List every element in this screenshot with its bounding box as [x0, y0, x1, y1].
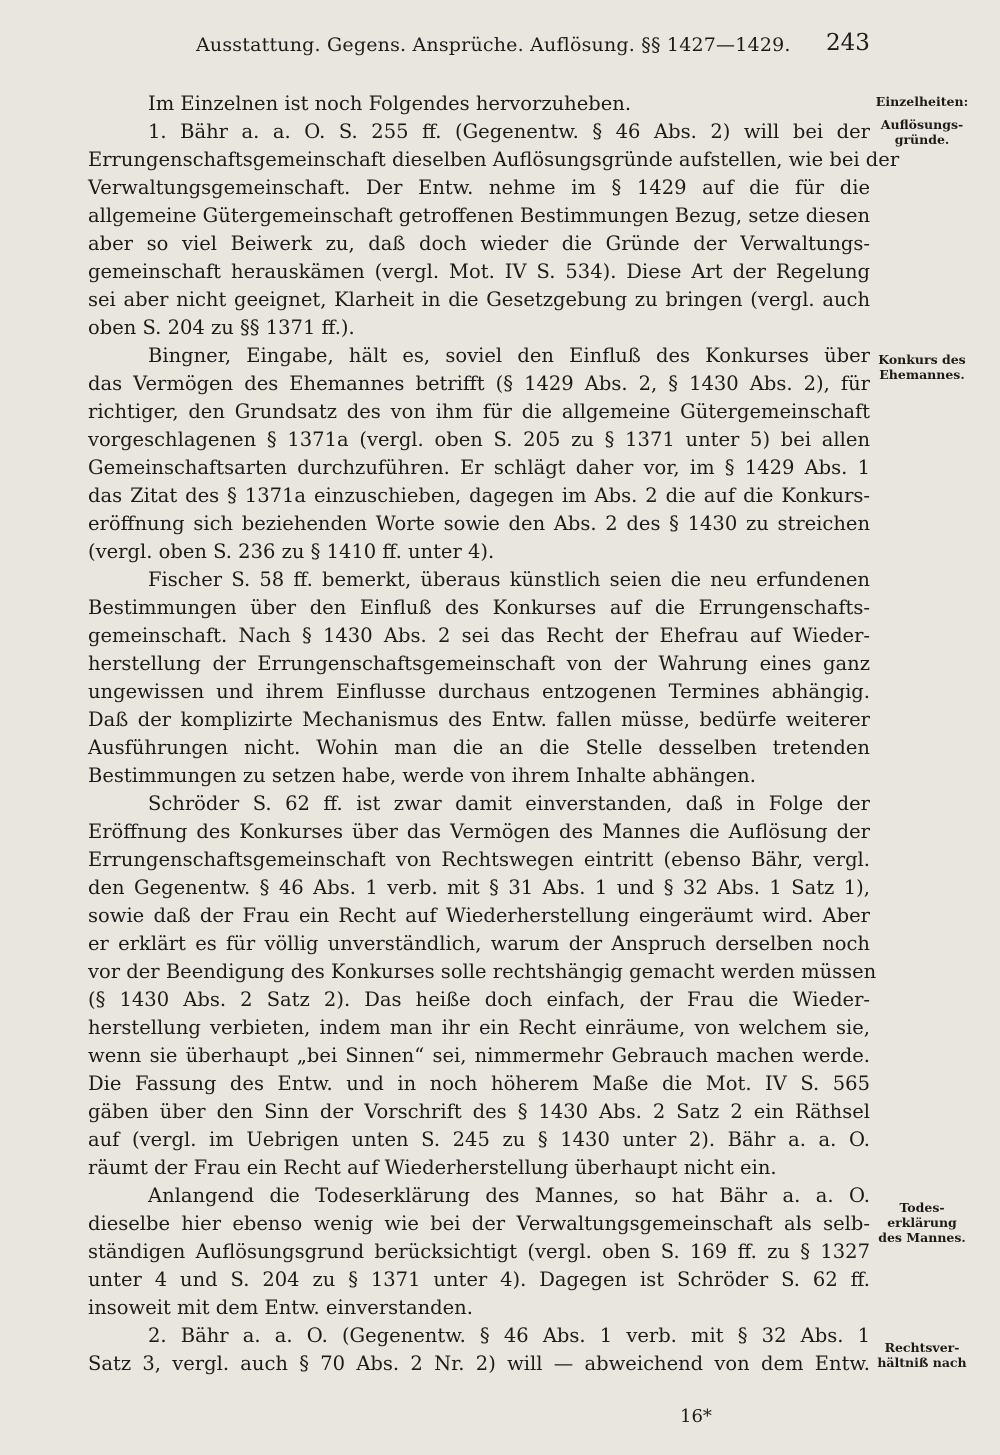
text-line: Schröder S. 62 ff. ist zwar damit einverstanden, daß in Folge der — [148, 792, 870, 815]
margin-note-aufloesungsgruende — [872, 94, 972, 147]
text-line: ständigen Auflösungsgrund berücksichtigt (vergl. oben S. 169 ff. zu § 1327 — [88, 1240, 870, 1263]
text-line: eröffnung sich beziehenden Worte sowie den Abs. 2 des § 1430 zu streichen — [88, 512, 870, 535]
text-line: Die Fassung des Entw. und in noch höherem Maße die Mot. IV S. 565 — [88, 1072, 870, 1095]
signature-mark: 16* — [680, 1406, 712, 1427]
text-line: wenn sie überhaupt „bei Sinnen“ sei, nimmermehr Gebrauch machen werde. — [88, 1044, 870, 1067]
text-line: Gemeinschaftsarten durchzuführen. Er schlägt daher vor, im § 1429 Abs. 1 — [88, 456, 870, 479]
text-line: gemeinschaft herauskämen (vergl. Mot. IV S. 534). Diese Art der Regelung — [88, 260, 870, 283]
text-line: er erklärt es für völlig unverständlich, warum der Anspruch derselben noch — [88, 932, 870, 955]
text-line: Anlangend die Todeserklärung des Mannes, so hat Bähr a. a. O. — [148, 1184, 870, 1207]
text-line: vorgeschlagenen § 1371a (vergl. oben S. 205 zu § 1371 unter 5) bei allen — [88, 428, 870, 451]
text-line: Im Einzelnen ist noch Folgendes hervorzuheben. — [148, 92, 632, 115]
text-line: Eröffnung des Konkurses über das Vermögen des Mannes die Auflösung der — [88, 820, 870, 843]
text-line: dieselbe hier ebenso wenig wie bei der Verwaltungsgemeinschaft als selb- — [88, 1212, 870, 1235]
margin-note-line: Auflösungs- — [880, 117, 964, 132]
margin-note-todeserklaerung — [872, 1200, 972, 1245]
text-line: Errungenschaftsgemeinschaft dieselben Auflösungsgründe aufstellen, wie bei der — [88, 148, 900, 171]
text-line: oben S. 204 zu §§ 1371 ff.). — [88, 316, 355, 339]
text-line: Bingner, Eingabe, hält es, soviel den Einfluß des Konkurses über — [148, 344, 870, 367]
margin-note-line: erklärung — [887, 1215, 957, 1230]
text-line: allgemeine Gütergemeinschaft getroffenen Bestimmungen Bezug, setze diesen — [88, 204, 871, 227]
text-line: richtiger, den Grundsatz des von ihm für die allgemeine Gütergemeinschaft — [88, 400, 870, 423]
text-line: gäben über den Sinn der Vorschrift des § 1430 Abs. 2 Satz 2 ein Räthsel — [88, 1100, 870, 1123]
text-line: sei aber nicht geeignet, Klarheit in die Gesetzgebung zu bringen (vergl. auch — [88, 288, 870, 311]
text-line: insoweit mit dem Entw. einverstanden. — [88, 1296, 473, 1319]
text-line: Daß der komplizirte Mechanismus des Entw. fallen müsse, bedürfe weiterer — [88, 708, 870, 731]
text-line: Satz 3, vergl. auch § 70 Abs. 2 Nr. 2) will — abweichend von dem Entw. — [88, 1352, 870, 1375]
text-line: 2. Bähr a. a. O. (Gegenentw. § 46 Abs. 1 verb. mit § 32 Abs. 1 — [148, 1324, 870, 1347]
margin-note-line: gründe. — [894, 132, 950, 147]
page-number: 243 — [826, 30, 870, 56]
text-line: Errungenschaftsgemeinschaft von Rechtswegen eintritt (ebenso Bähr, vergl. — [88, 848, 870, 871]
margin-note-konkurs — [872, 352, 972, 382]
text-line: herstellung der Errungenschaftsgemeinschaft von der Wahrung eines ganz — [88, 652, 870, 675]
text-line: aber so viel Beiwerk zu, daß doch wieder die Gründe der Verwaltungs- — [88, 232, 870, 255]
text-line: räumt der Frau ein Recht auf Wiederherstellung überhaupt nicht ein. — [88, 1156, 777, 1179]
margin-note-line: Ehemannes. — [879, 367, 965, 382]
text-line: herstellung verbieten, indem man ihr ein Recht einräume, von welchem sie, — [88, 1016, 870, 1039]
text-line: gemeinschaft. Nach § 1430 Abs. 2 sei das Recht der Ehefrau auf Wieder- — [88, 624, 870, 647]
text-line: Fischer S. 58 ff. bemerkt, überaus künstlich seien die neu erfundenen — [148, 568, 870, 591]
margin-note-line: Konkurs des — [878, 352, 966, 367]
text-line: vor der Beendigung des Konkurses solle rechtshängig gemacht werden müssen — [88, 960, 877, 983]
margin-note-line: Rechtsver- — [884, 1340, 960, 1355]
margin-note-line: hältniß nach — [877, 1355, 967, 1370]
margin-note-rechtsverhaeltnis — [872, 1340, 972, 1370]
text-line: unter 4 und S. 204 zu § 1371 unter 4). Dagegen ist Schröder S. 62 ff. — [88, 1268, 870, 1291]
body-text — [88, 90, 900, 1378]
running-header — [0, 30, 1000, 64]
text-line: Bestimmungen über den Einfluß des Konkurses auf die Errungenschafts- — [88, 596, 870, 619]
text-line: Verwaltungsgemeinschaft. Der Entw. nehme im § 1429 auf die für die — [88, 176, 870, 199]
text-line: den Gegenentw. § 46 Abs. 1 verb. mit § 31 Abs. 1 und § 32 Abs. 1 Satz 1), — [88, 876, 870, 899]
margin-note-line: des Mannes. — [878, 1230, 966, 1245]
text-line: das Zitat des § 1371a einzuschieben, dagegen im Abs. 2 die auf die Konkurs- — [88, 484, 870, 507]
text-line: sowie daß der Frau ein Recht auf Wiederherstellung eingeräumt wird. Aber — [88, 904, 870, 927]
margin-note-line: Einzelheiten: — [875, 94, 969, 109]
text-line: auf (vergl. im Uebrigen unten S. 245 zu § 1430 unter 2). Bähr a. a. O. — [88, 1128, 870, 1151]
text-line: Ausführungen nicht. Wohin man die an die Stelle desselben tretenden — [88, 736, 870, 759]
running-title: Ausstattung. Gegens. Ansprüche. Auflösung. §§ 1427—1429. — [196, 34, 791, 56]
text-line: Bestimmungen zu setzen habe, werde von ihrem Inhalte abhängen. — [88, 764, 756, 787]
margin-note-line: Todes- — [899, 1200, 945, 1215]
text-line: ungewissen und ihrem Einflusse durchaus entzogenen Termines abhängig. — [88, 680, 870, 703]
text-line: das Vermögen des Ehemannes betrifft (§ 1429 Abs. 2, § 1430 Abs. 2), für — [88, 372, 870, 395]
text-line: (vergl. oben S. 236 zu § 1410 ff. unter 4). — [88, 540, 495, 563]
text-line: 1. Bähr a. a. O. S. 255 ff. (Gegenentw. § 46 Abs. 2) will bei der — [148, 120, 870, 143]
text-line: (§ 1430 Abs. 2 Satz 2). Das heiße doch einfach, der Frau die Wieder- — [88, 988, 870, 1011]
